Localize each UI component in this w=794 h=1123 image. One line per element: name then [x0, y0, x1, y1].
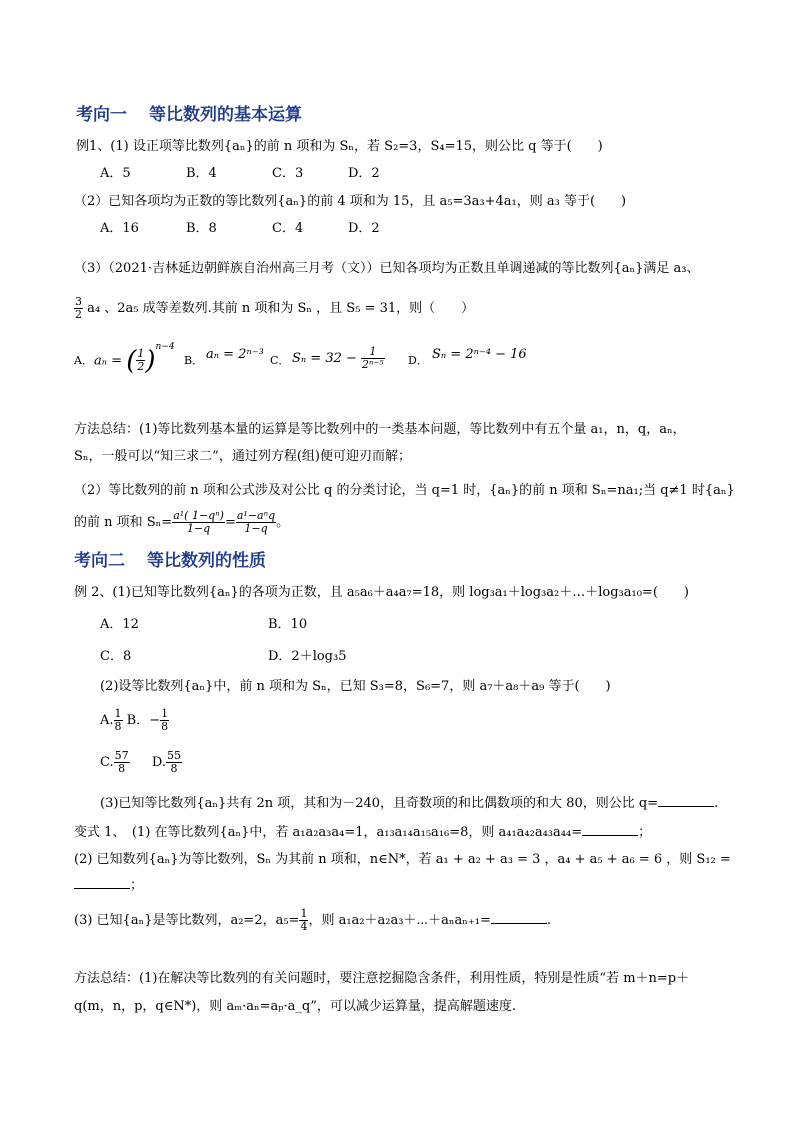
option-a: A．12 — [100, 617, 139, 632]
example2-q2-options-row2: C. $\frac{57}{8}$ D. $\frac{55}{8}$ — [100, 749, 181, 775]
option-d-label: D． — [408, 354, 428, 367]
sum-formula-fraction-2: $\frac{\text{a¹−aⁿq}}{1-q}$ — [236, 509, 276, 535]
variant1-q1: 变式 1、 (1) 在等比数列{aₙ}中，若 a₁a₂a₃a₄=1，a₁₃a₁₄a₁₅a₁₆=8，则 a₄₁a₄₂a₄₃a₄₄= ； — [74, 825, 652, 840]
answer-blank[interactable] — [658, 794, 714, 807]
example1-q3-line1: （3）（2021·吉林延边朝鲜族自治州高三月考（文））已知各项均为正数且单调递减的等比数列{aₙ}满足 a₃、 — [74, 261, 700, 276]
answer-blank[interactable] — [491, 911, 547, 924]
fraction-one-quarter: $\frac{1}{4}$ — [300, 907, 308, 933]
answer-blank[interactable] — [74, 876, 130, 889]
example2-q2-options-row1: A. $\frac{1}{8}$ B．− $\frac{1}{8}$ — [100, 707, 169, 733]
q3-condition-text: a₄ 、2a₅ 成等差数列.其前 n 项和为 Sₙ ，且 S₅ = 31，则（ ） — [87, 301, 475, 316]
method1-line2: Sₙ，一般可以“知三求二”，通过列方程(组)便可迎刃而解； — [74, 449, 411, 464]
option-b-formula: aₙ = 2ⁿ⁻³ — [206, 347, 264, 362]
option-b: B．4 — [186, 166, 217, 181]
example1-q3-line2 — [74, 294, 474, 324]
answer-blank[interactable] — [582, 823, 638, 836]
option-d: D．2＋log₃5 — [268, 649, 347, 664]
variant1-q2: (2) 已知数列{aₙ}为等比数列，Sₙ 为其前 n 项和，n∈N*，若 a₁ + a₂ + a₃ = 3 ，a₄ + a₅ + a₆ = 6 ，则 S₁₂ = — [74, 852, 731, 867]
option-a-formula: aₙ = ( $\frac{1}{2}$ )$^{n-4}$ — [94, 342, 175, 376]
option-c-label: C． — [270, 354, 290, 367]
option-a-fraction: $\frac{1}{8}$ — [114, 707, 122, 733]
option-b: B．10 — [268, 617, 308, 632]
option-b-label: B． — [184, 354, 204, 367]
option-a: A．5 — [100, 166, 131, 181]
method2-line1: 方法总结：(1)在解决等比数列的有关问题时，要注意挖掘隐含条件，利用性质，特别是性质“若 m＋n=p＋ — [74, 971, 690, 986]
example2-q1-options-row2 — [100, 648, 346, 666]
example1-q2-options — [100, 220, 380, 238]
section-heading: 等比数列的基本运算 — [149, 105, 302, 125]
option-d-fraction: $\frac{55}{8}$ — [167, 749, 181, 775]
fraction-three-halves: $\frac{3}{2}$ — [75, 295, 82, 321]
option-b: B．8 — [186, 221, 217, 236]
example2-q1: 例 2、(1)已知等比数列{aₙ}的各项为正数，且 a₅a₆＋a₄a₇=18，则 log₃a₁＋log₃a₂＋…＋log₃a₁₀=( ) — [74, 585, 689, 600]
option-c-formula: Sₙ = 32 − $\frac{1}{\text{2ⁿ⁻⁵}}$ — [292, 345, 384, 371]
section-number: 考向二 — [74, 551, 125, 571]
option-b-fraction: $\frac{1}{8}$ — [161, 707, 169, 733]
variant1-q2-blank-line: ； — [74, 876, 143, 895]
example1-q1-options — [100, 165, 380, 183]
option-c-fraction: $\frac{57}{8}$ — [114, 749, 129, 775]
example2-q1-options-row1 — [100, 616, 307, 634]
section-title-2 — [74, 550, 266, 572]
option-c: C．4 — [272, 221, 304, 236]
option-c: C．3 — [272, 166, 304, 181]
method1-line3: （2）等比数列的前 n 项和公式涉及对公比 q 的分类讨论，当 q=1 时，{aₙ}的前 n 项和 Sₙ=na₁;当 q≠1 时{aₙ} — [74, 483, 735, 498]
option-d: D．2 — [348, 221, 380, 236]
method1-line1: 方法总结：(1)等比数列基本量的运算是等比数列中的一类基本问题，等比数列中有五个量 a₁，n，q，aₙ， — [74, 422, 686, 437]
option-c: C．8 — [100, 649, 132, 664]
option-a-label: A． — [74, 354, 93, 367]
example1-q1: 例1、(1) 设正项等比数列{aₙ}的前 n 项和为 Sₙ，若 S₂=3，S₄=15，则公比 q 等于( ) — [76, 139, 603, 154]
option-d: D．2 — [348, 166, 380, 181]
example2-q2: (2)设等比数列{aₙ}中，前 n 项和为 Sₙ，已知 S₃=8，S₆=7，则 a₇＋a₈＋a₉ 等于( ) — [100, 679, 611, 694]
method1-line4: 的前 n 项和 Sₙ= $\frac{\text{a¹( 1−qⁿ)}}{1-q}$ = $\frac{\text{a¹−aⁿq}}{1-q}$ 。 — [74, 509, 290, 535]
method2-line2: q(m，n，p，q∈N*)，则 aₘ·aₙ=aₚ·a_q”，可以减少运算量，提高解题速度. — [74, 999, 516, 1014]
option-a: A．16 — [100, 221, 139, 236]
example2-q3: (3)已知等比数列{aₙ}共有 2n 项，其和为－240，且奇数项的和比偶数项的和大 80，则公比 q= . — [100, 796, 719, 811]
section-heading: 等比数列的性质 — [147, 551, 266, 571]
variant1-q3: (3) 已知{aₙ}是等比数列，a₂=2，a₅= $\frac{1}{4}$ ，则 a₁a₂＋a₂a₃＋⋯＋aₙaₙ₊₁= . — [74, 907, 551, 933]
section-number: 考向一 — [76, 105, 127, 125]
sum-formula-fraction-1: $\frac{\text{a¹( 1−qⁿ)}}{1-q}$ — [173, 509, 224, 535]
option-d-formula: Sₙ = 2ⁿ⁻⁴ − 16 — [432, 347, 527, 362]
section-title-1 — [76, 104, 302, 126]
example1-q2: （2）已知各项均为正数的等比数列{aₙ}的前 4 项和为 15，且 a₅=3a₃+4a₁，则 a₃ 等于( ) — [74, 194, 627, 209]
sum-formula-text: 的前 n 项和 Sₙ= — [74, 515, 173, 530]
